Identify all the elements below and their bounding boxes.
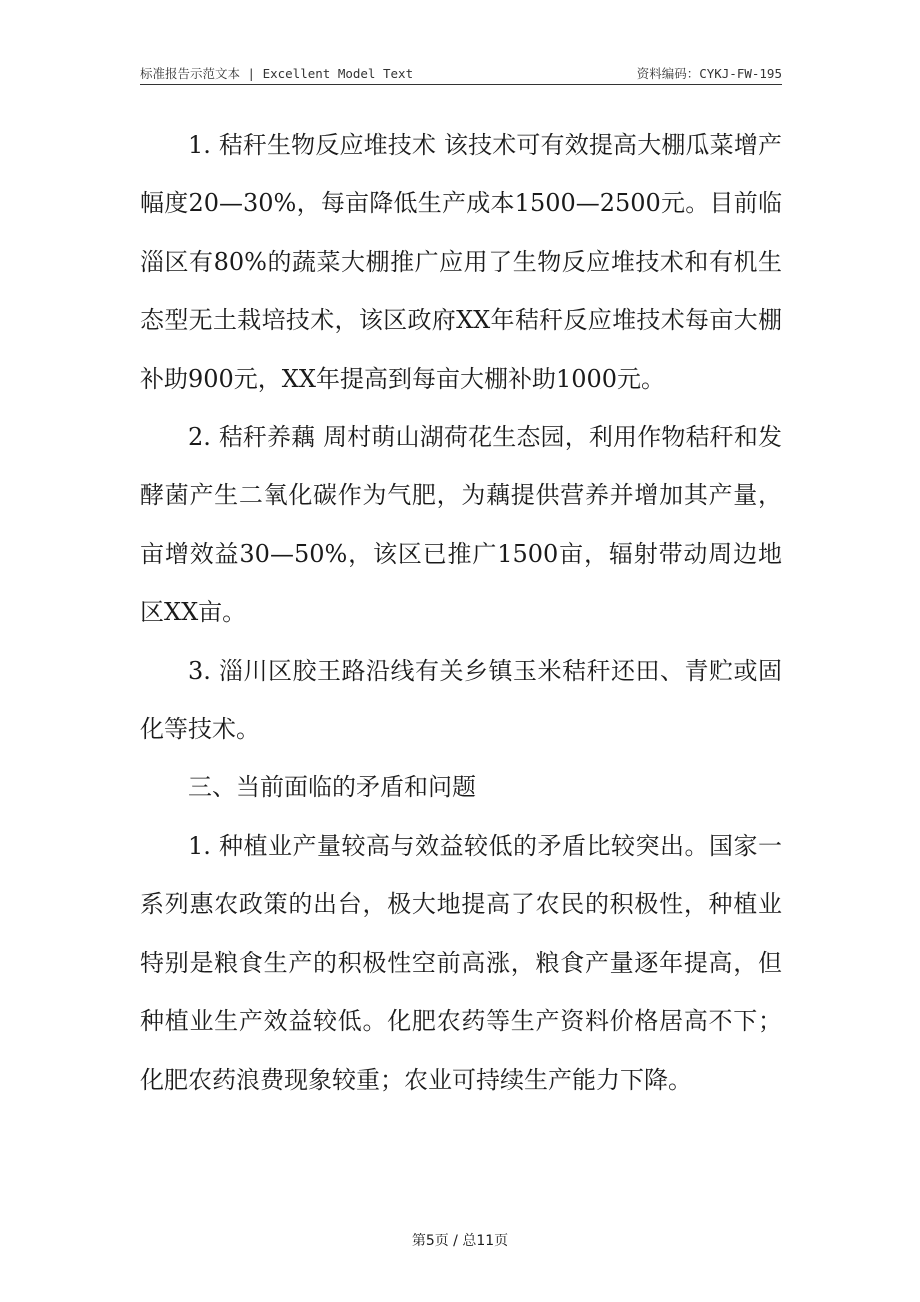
paragraph-yield-vs-profit: 1. 种植业产量较高与效益较低的矛盾比较突出。国家一系列惠农政策的出台，极大地提高了农民的积极性，种植业特别是粮食生产的积极性空前高涨，粮食产量逐年提高，但种植业生产效益较低。化肥农药等生产资料价格居高不下；化肥农药浪费现象较重；农业可持续生产能力下降。 [140,831,782,1094]
paragraph-straw-bioreactor: 1. 秸秆生物反应堆技术 该技术可有效提高大棚瓜菜增产幅度20—30%，每亩降低生产成本1500—2500元。目前临淄区有80%的蔬菜大棚推广应用了生物反应堆技术和有机生态型无土栽培技术，该区政府XX年秸秆反应堆技术每亩大棚补助900元，XX年提高到每亩大棚补助1000元。 [140,131,782,393]
paragraph-straw-return: 3. 淄川区胶王路沿线有关乡镇玉米秸秆还田、青贮或固化等技术。 [140,656,782,744]
paragraph-straw-lotus-root: 2. 秸秆养藕 周村萌山湖荷花生态园，利用作物秸秆和发酵菌产生二氧化碳作为气肥，为藕提供营养并增加其产量，亩增效益30—50%，该区已推广1500亩，辐射带动周边地区XX亩。 [140,423,782,627]
header-title: 标准报告示范文本 | Excellent Model Text [140,66,414,81]
document-body [140,116,782,1109]
page-header [140,60,782,85]
section-heading: 三、当前面临的矛盾和问题 [188,773,476,802]
page-number: 第5页 / 总11页 [411,1233,509,1249]
document-code: 资料编码：CYKJ-FW-195 [636,66,782,81]
